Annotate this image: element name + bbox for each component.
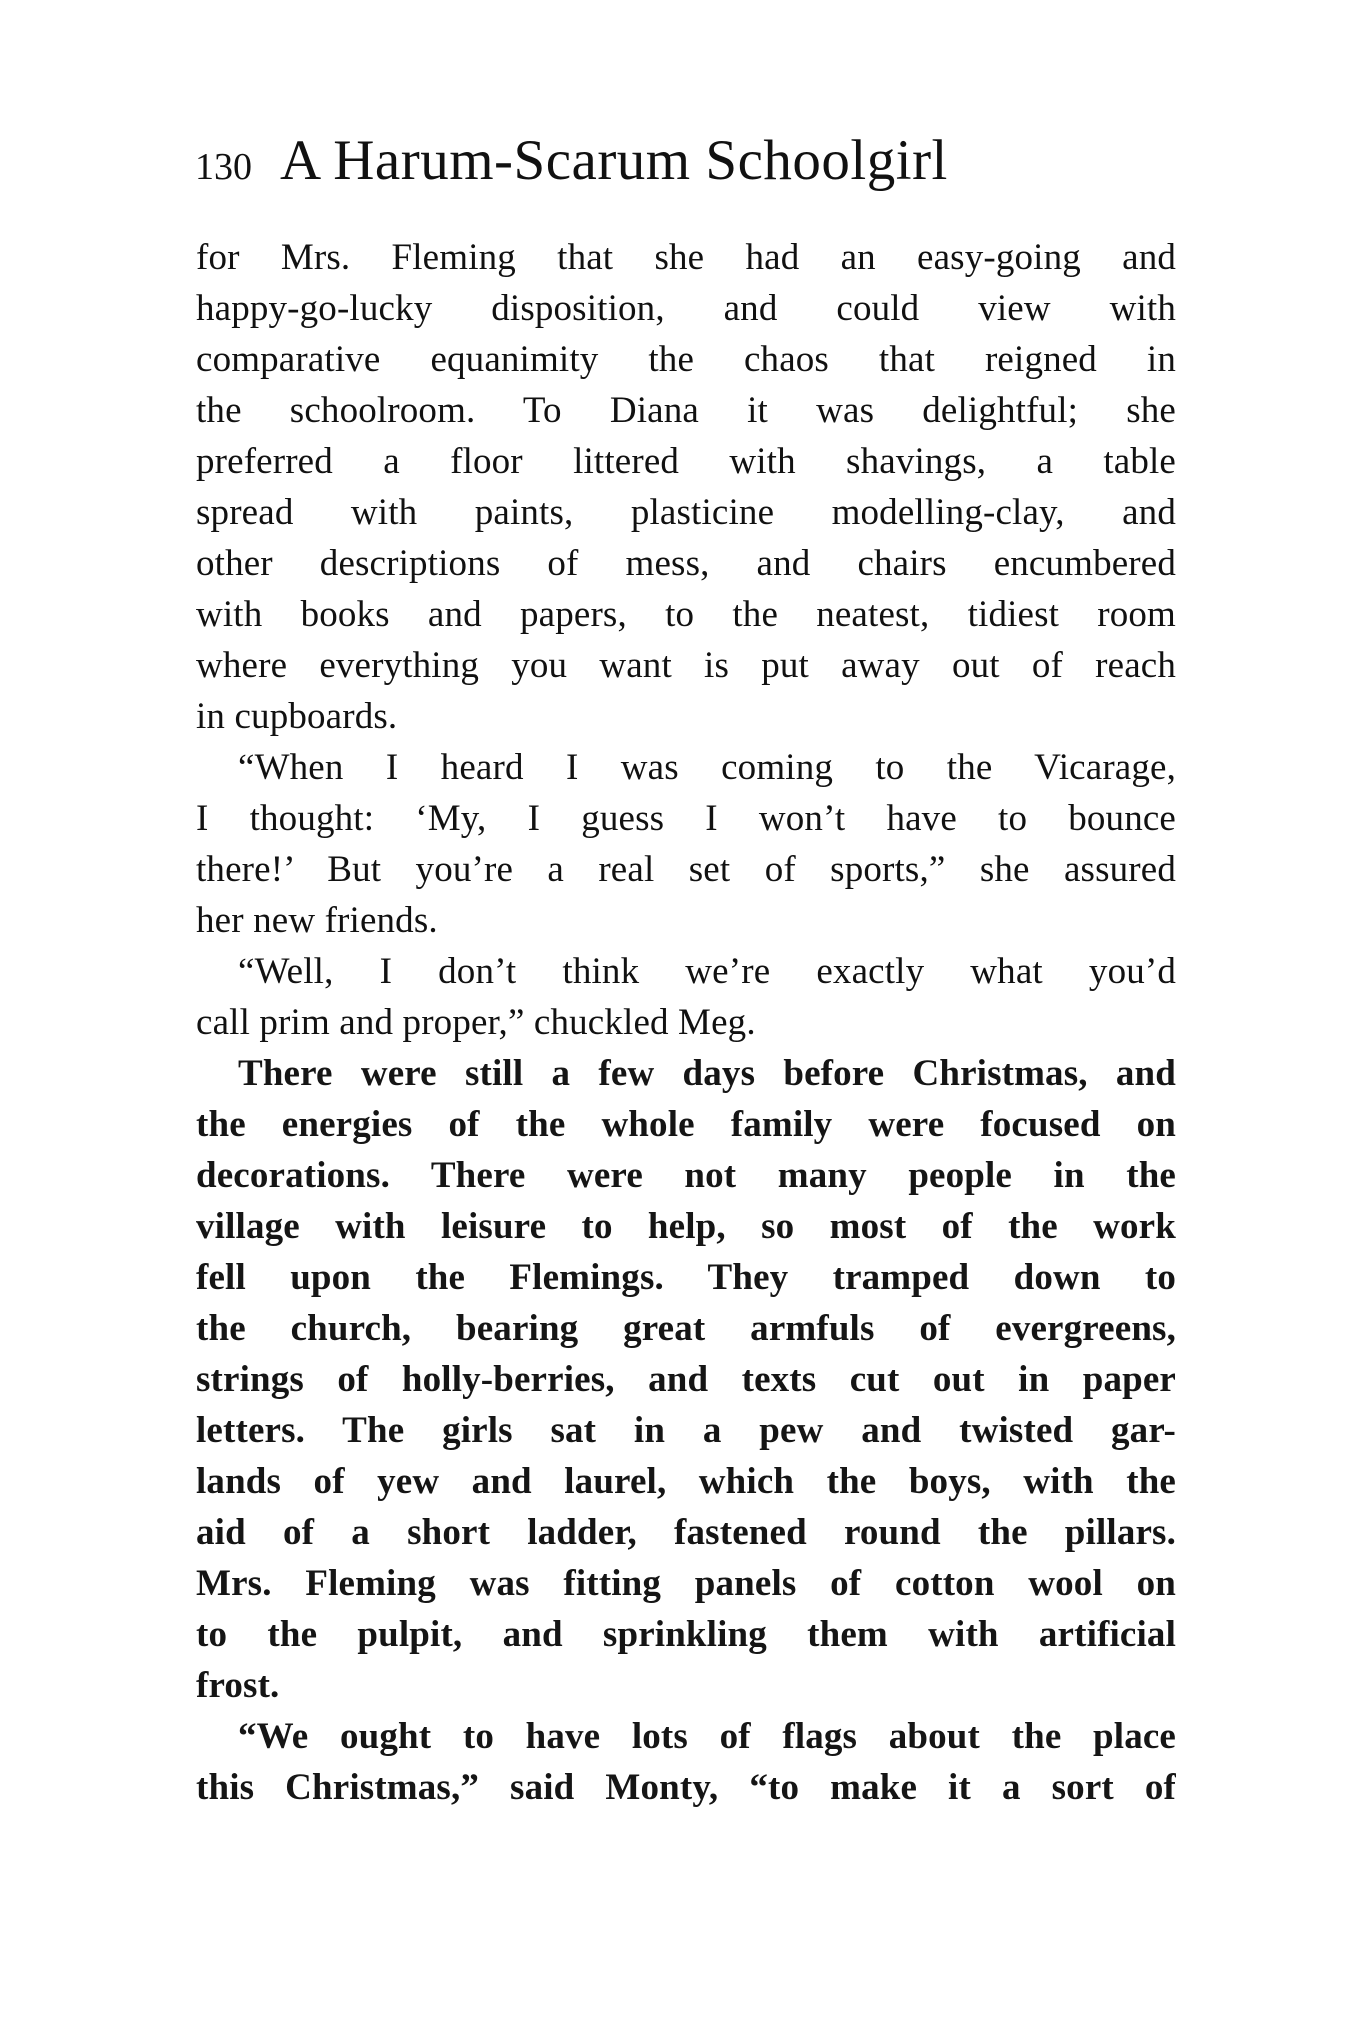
text-line: decorations. There were not many people in the — [196, 1155, 1176, 1196]
text-line: “Well, I don’t think we’re exactly what you’d — [238, 951, 1176, 992]
text-line: lands of yew and laurel, which the boys, with the — [196, 1461, 1176, 1502]
running-title: A Harum-Scarum Schoolgirl — [280, 129, 948, 192]
page-header — [195, 128, 1175, 200]
text-line: “We ought to have lots of flags about the place — [238, 1716, 1176, 1757]
text-line: aid of a short ladder, fastened round the pillars. — [196, 1512, 1176, 1553]
text-line: with books and papers, to the neatest, tidiest room — [196, 594, 1176, 635]
text-line: other descriptions of mess, and chairs encumbered — [196, 543, 1176, 584]
text-line: in cupboards. — [196, 696, 398, 737]
text-line: village with leisure to help, so most of the work — [196, 1206, 1176, 1247]
text-line: spread with paints, plasticine modelling-clay, and — [196, 492, 1176, 533]
text-line: the church, bearing great armfuls of evergreens, — [196, 1308, 1176, 1349]
text-line: fell upon the Flemings. They tramped down to — [196, 1257, 1176, 1298]
body-text — [196, 232, 1176, 1872]
text-line: strings of holly-berries, and texts cut out in paper — [196, 1359, 1176, 1400]
text-line: letters. The girls sat in a pew and twisted gar- — [196, 1410, 1176, 1451]
text-line: “When I heard I was coming to the Vicarage, — [238, 747, 1176, 788]
text-line: there!’ But you’re a real set of sports,” she assured — [196, 849, 1176, 890]
text-line: frost. — [196, 1665, 280, 1706]
text-line: where everything you want is put away out of reach — [196, 645, 1176, 686]
text-line: this Christmas,” said Monty, “to make it a sort of — [196, 1767, 1176, 1808]
text-line: for Mrs. Fleming that she had an easy-going and — [196, 237, 1176, 278]
text-line: to the pulpit, and sprinkling them with artificial — [196, 1614, 1176, 1655]
text-line: happy-go-lucky disposition, and could view with — [196, 288, 1176, 329]
text-line: comparative equanimity the chaos that reigned in — [196, 339, 1176, 380]
text-line: There were still a few days before Christmas, and — [238, 1053, 1176, 1094]
page-number: 130 — [195, 146, 252, 188]
text-line: Mrs. Fleming was fitting panels of cotton wool on — [196, 1563, 1176, 1604]
text-line: the energies of the whole family were focused on — [196, 1104, 1176, 1145]
text-line: call prim and proper,” chuckled Meg. — [196, 1002, 756, 1043]
text-line: her new friends. — [196, 900, 438, 941]
text-line: I thought: ‘My, I guess I won’t have to bounce — [196, 798, 1176, 839]
text-line: the schoolroom. To Diana it was delightful; she — [196, 390, 1176, 431]
text-line: preferred a floor littered with shavings, a table — [196, 441, 1176, 482]
